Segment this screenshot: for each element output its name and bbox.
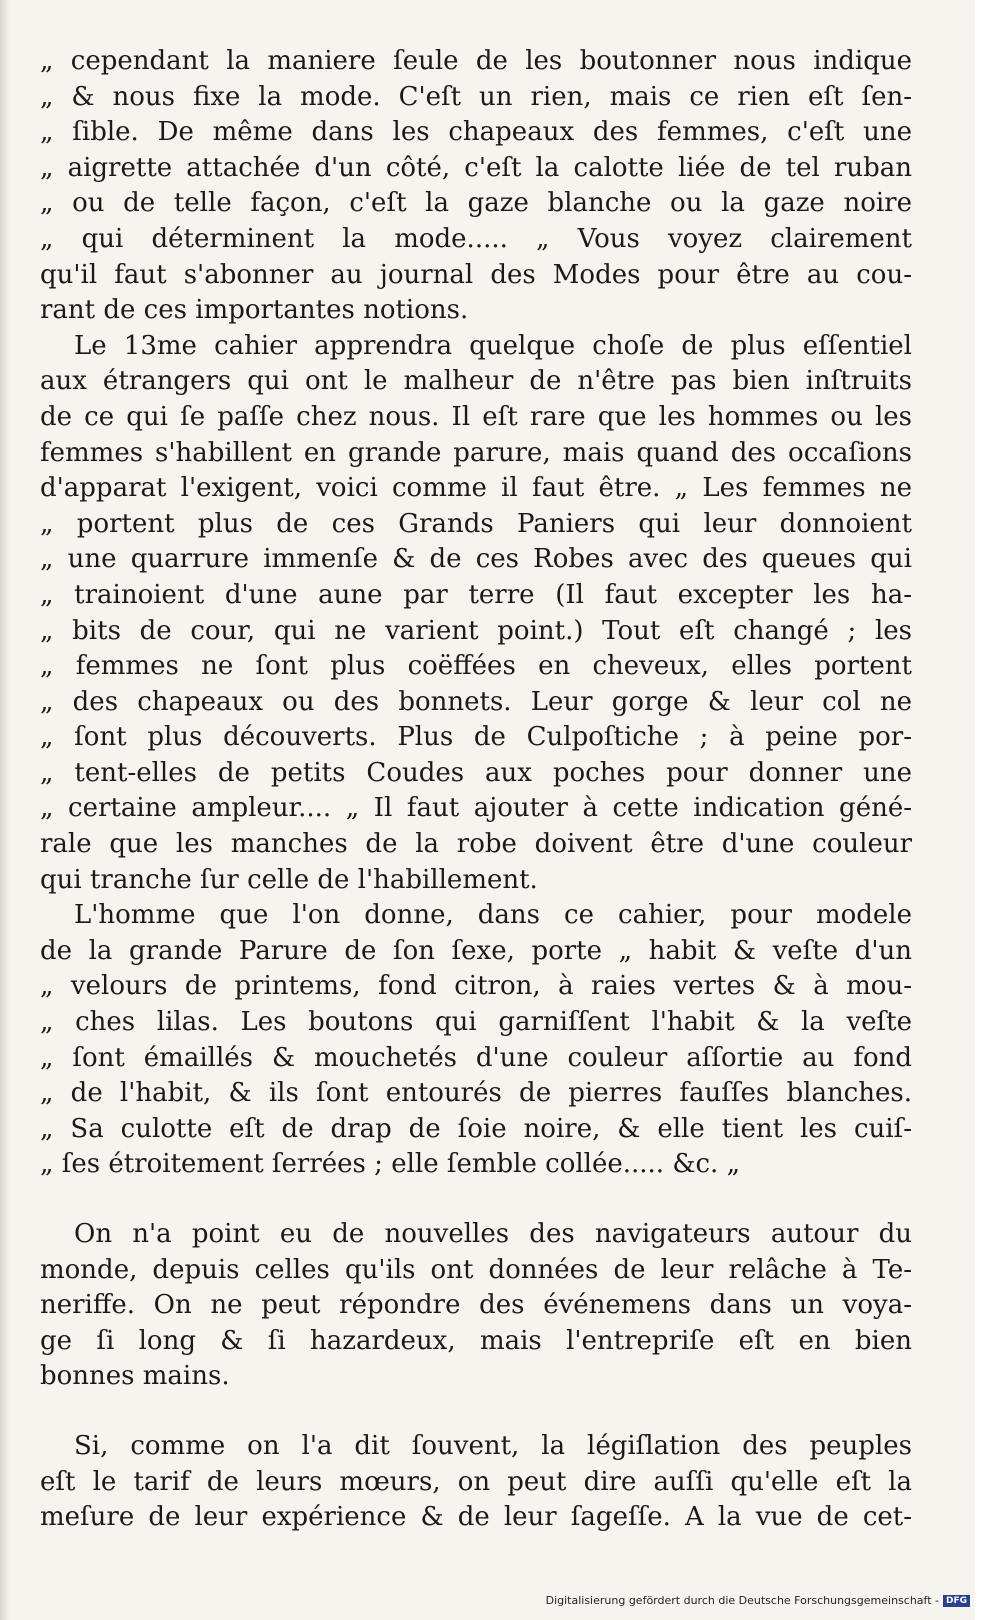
text-line: monde, depuis celles qu'ils ont données de leur relâche à Te- bbox=[40, 1254, 912, 1285]
text-line: de ce qui ſe paſſe chez nous. Il eſt rare que les hommes ou les bbox=[40, 401, 912, 432]
dfg-logo: DFG bbox=[943, 1595, 970, 1607]
text-line: „ & nous fixe la mode. C'eſt un rien, mais ce rien eſt ſen- bbox=[40, 81, 912, 112]
digitization-credit bbox=[546, 1594, 970, 1607]
text-line: „ aigrette attachée d'un côté, c'eſt la calotte liée de tel ruban bbox=[40, 152, 912, 183]
text-line: eſt le tarif de leurs mœurs, on peut dire auſſi qu'elle eſt la bbox=[40, 1466, 912, 1497]
text-line: femmes s'habillent en grande parure, mais quand des occaſions bbox=[40, 437, 912, 468]
text-line: meſure de leur expérience & de leur ſageſſe. A la vue de cet- bbox=[40, 1502, 912, 1533]
text-line: „ ou de telle façon, c'eſt la gaze blanche ou la gaze noire bbox=[40, 188, 912, 219]
text-line: „ ſont plus découverts. Plus de Culpoſtiche ; à peine por- bbox=[40, 722, 912, 753]
paragraph-1 bbox=[40, 44, 912, 329]
text-line: rale que les manches de la robe doivent être d'une couleur bbox=[40, 829, 912, 860]
page-body bbox=[40, 44, 912, 1536]
text-line: de la grande Parure de ſon ſexe, porte „ habit & veſte d'un bbox=[40, 935, 912, 966]
text-line: „ Sa culotte eſt de drap de ſoie noire, & elle tient les cuiſ- bbox=[40, 1113, 912, 1144]
text-line: „ femmes ne ſont plus coëffées en cheveux, elles portent bbox=[40, 651, 912, 682]
page-gutter-shadow bbox=[0, 0, 10, 1620]
text-line: „ bits de cour, qui ne varient point.) Tout eſt changé ; les bbox=[40, 615, 912, 646]
text-line: „ de l'habit, & ils ſont entourés de pierres fauſſes blanches. bbox=[40, 1078, 912, 1109]
text-line: qui tranche ſur celle de l'habillement. bbox=[40, 864, 538, 895]
text-line: „ velours de printems, fond citron, à raies vertes & à mou- bbox=[40, 971, 912, 1002]
text-line: neriffe. On ne peut répondre des événemens dans un voya- bbox=[40, 1290, 912, 1321]
text-line: Si, comme on l'a dit ſouvent, la légiſlation des peuples bbox=[74, 1430, 912, 1461]
paragraph-4 bbox=[40, 1217, 912, 1395]
text-line: rant de ces importantes notions. bbox=[40, 295, 469, 326]
text-line: d'apparat l'exigent, voici comme il faut être. „ Les femmes ne bbox=[40, 473, 912, 504]
text-line: „ trainoient d'une aune par terre (Il faut excepter les ha- bbox=[40, 579, 912, 610]
text-line: „ qui déterminent la mode..... „ Vous voyez clairement bbox=[40, 223, 912, 254]
paragraph-spacer bbox=[40, 1183, 912, 1217]
text-line: bonnes mains. bbox=[40, 1361, 230, 1392]
text-line: „ ſes étroitement ſerrées ; elle ſemble collée..... &c. „ bbox=[40, 1149, 741, 1180]
text-line: „ portent plus de ces Grands Paniers qui leur donnoient bbox=[40, 508, 912, 539]
text-line: „ cependant la maniere ſeule de les boutonner nous indique bbox=[40, 46, 912, 76]
text-line: L'homme que l'on donne, dans ce cahier, pour modele bbox=[74, 900, 912, 931]
paragraph-5 bbox=[40, 1429, 912, 1536]
text-line: „ une quarrure immenſe & de ces Robes avec des queues qui bbox=[40, 544, 912, 575]
paragraph-2 bbox=[40, 329, 912, 899]
text-line: qu'il faut s'abonner au journal des Modes pour être au cou- bbox=[40, 259, 912, 290]
text-line: „ des chapeaux ou des bonnets. Leur gorge & leur col ne bbox=[40, 686, 912, 717]
text-line: „ certaine ampleur.... „ Il faut ajouter à cette indication géné- bbox=[40, 793, 912, 824]
page-right-margin bbox=[975, 0, 1000, 1620]
paragraph-3 bbox=[40, 898, 912, 1183]
text-line: Le 13me cahier apprendra quelque choſe de plus eſſentiel bbox=[74, 330, 912, 361]
text-line: aux étrangers qui ont le malheur de n'être pas bien inſtruits bbox=[40, 366, 912, 397]
text-line: On n'a point eu de nouvelles des navigateurs autour du bbox=[74, 1219, 912, 1249]
text-line: „ ſont émaillés & mouchetés d'une couleur aſſortie au fond bbox=[40, 1042, 912, 1073]
text-line: ge ſi long & ſi hazardeux, mais l'entrepriſe eſt en bien bbox=[40, 1325, 912, 1356]
credit-text: Digitalisierung gefördert durch die Deutsche Forschungsgemeinschaft - bbox=[545, 1594, 939, 1607]
text-line: „ ſible. De même dans les chapeaux des femmes, c'eſt une bbox=[40, 117, 912, 148]
text-line: „ ches lilas. Les boutons qui garniſſent l'habit & la veſte bbox=[40, 1007, 912, 1038]
paragraph-spacer bbox=[40, 1395, 912, 1429]
text-line: „ tent-elles de petits Coudes aux poches pour donner une bbox=[40, 757, 912, 788]
